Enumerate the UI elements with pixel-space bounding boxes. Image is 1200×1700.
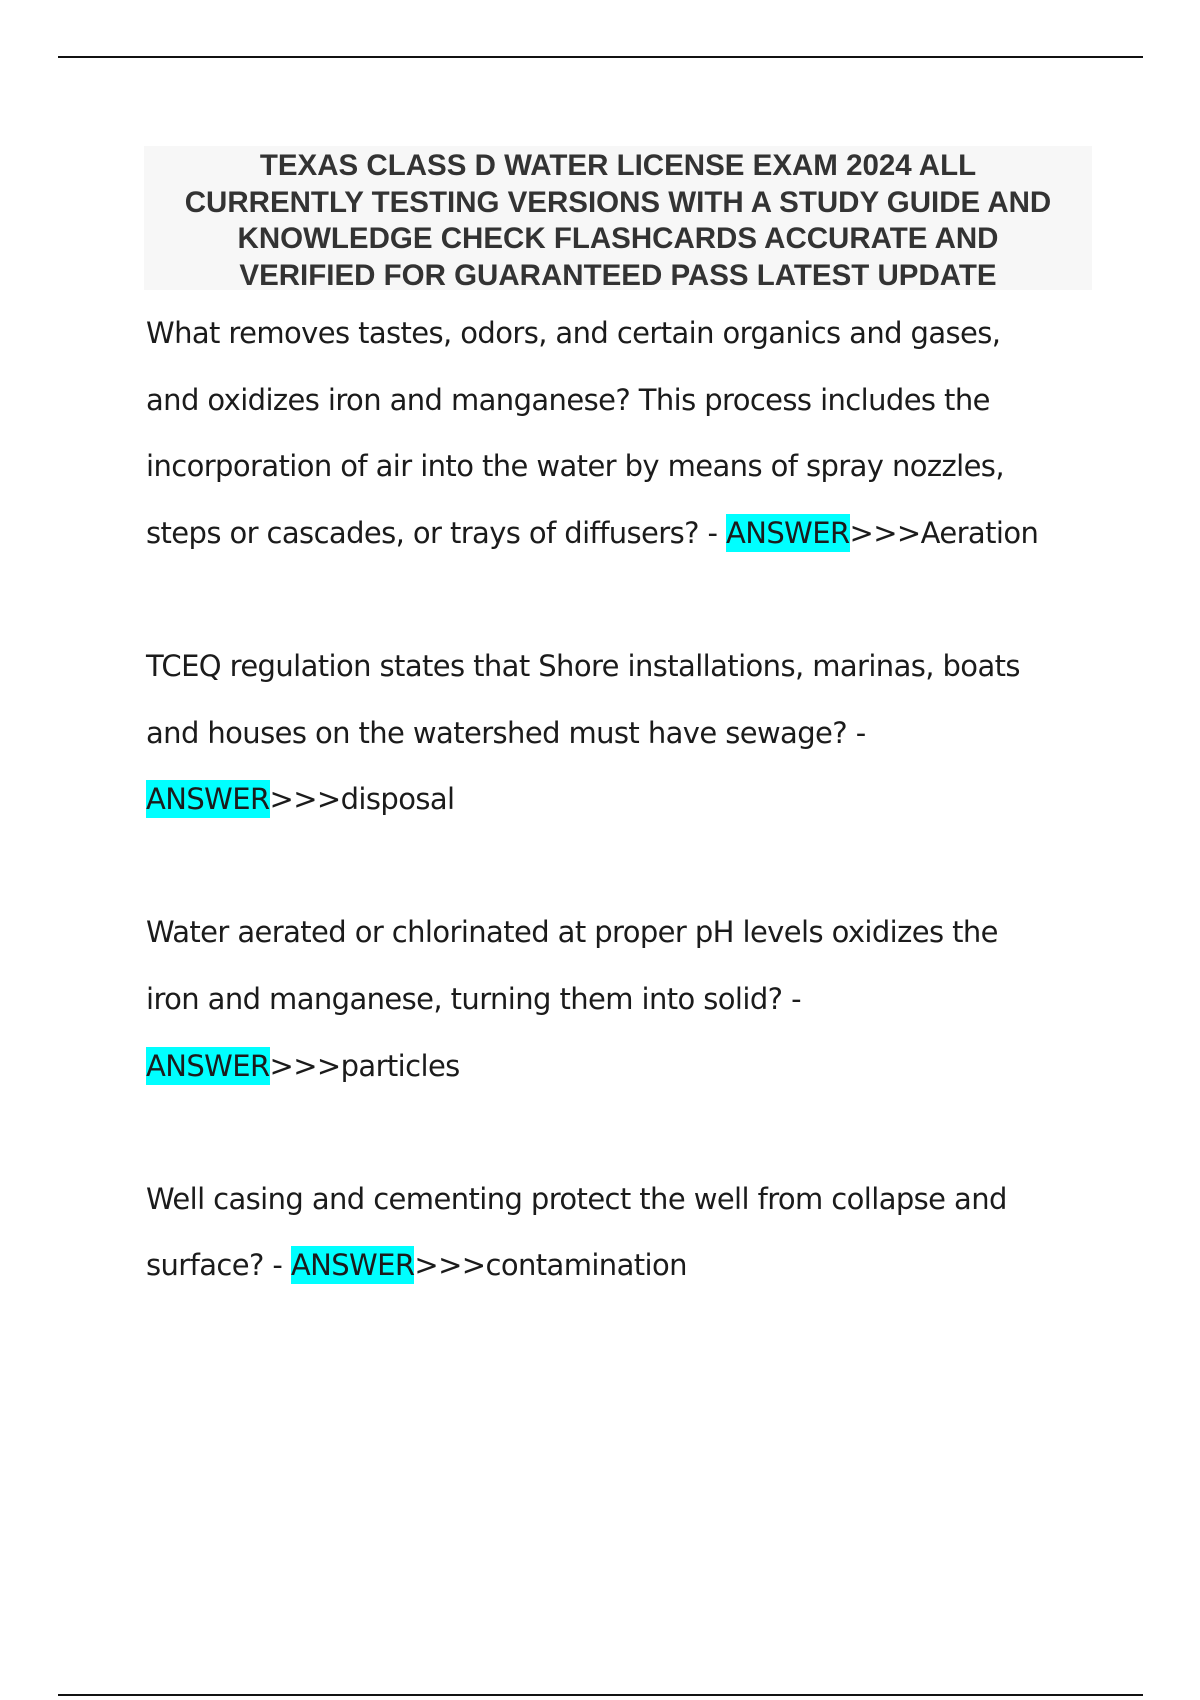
answer-highlight: ANSWER	[146, 782, 270, 817]
question-answer-line	[146, 1232, 1086, 1299]
question-text-line: TCEQ regulation states that Shore installations, marinas, boats	[146, 648, 1020, 683]
title-line: KNOWLEDGE CHECK FLASHCARDS ACCURATE AND	[237, 222, 999, 255]
bottom-divider	[58, 1694, 1143, 1696]
answer-highlight: ANSWER	[146, 1048, 270, 1083]
title-line: TEXAS CLASS D WATER LICENSE EXAM 2024 ALL	[259, 149, 977, 182]
question-text-line: incorporation of air into the water by means of spray nozzles,	[146, 449, 1004, 484]
question-block-1	[146, 300, 1086, 566]
question-text-tail: steps or cascades, or trays of diffusers? -	[146, 515, 727, 550]
question-answer-line	[146, 766, 1086, 833]
answer-text: disposal	[340, 782, 455, 817]
question-text-line: and oxidizes iron and manganese? This process includes the	[146, 382, 990, 417]
question-text-line: and houses on the watershed must have sewage? -	[146, 715, 866, 750]
question-text-line: What removes tastes, odors, and certain organics and gases,	[146, 316, 1001, 350]
question-text-line: Water aerated or chlorinated at proper pH levels oxidizes the	[146, 915, 998, 950]
question-block-4	[146, 1166, 1086, 1299]
document-title	[144, 146, 1092, 290]
question-block-2	[146, 633, 1086, 833]
question-list	[146, 300, 1086, 1299]
question-text-tail: surface? -	[146, 1248, 291, 1283]
question-text-line: Well casing and cementing protect the well from collapse and	[146, 1181, 1007, 1216]
title-line: CURRENTLY TESTING VERSIONS WITH A STUDY GUIDE AND	[184, 185, 1052, 219]
title-line: VERIFIED FOR GUARANTEED PASS LATEST UPDATE	[239, 258, 997, 292]
answer-arrow: >>>	[269, 1048, 341, 1083]
top-divider	[58, 56, 1143, 58]
answer-arrow: >>>	[414, 1248, 486, 1283]
answer-text: particles	[340, 1048, 460, 1083]
question-text-line: iron and manganese, turning them into solid? -	[146, 981, 801, 1016]
answer-arrow: >>>	[269, 782, 341, 817]
answer-highlight: ANSWER	[726, 515, 850, 550]
answer-arrow: >>>	[849, 515, 921, 550]
answer-text: contamination	[485, 1248, 687, 1283]
answer-highlight: ANSWER	[290, 1248, 415, 1283]
question-answer-line	[146, 1033, 1086, 1100]
question-block-3	[146, 899, 1086, 1099]
answer-text: Aeration	[920, 515, 1039, 550]
question-answer-line	[146, 500, 1086, 567]
